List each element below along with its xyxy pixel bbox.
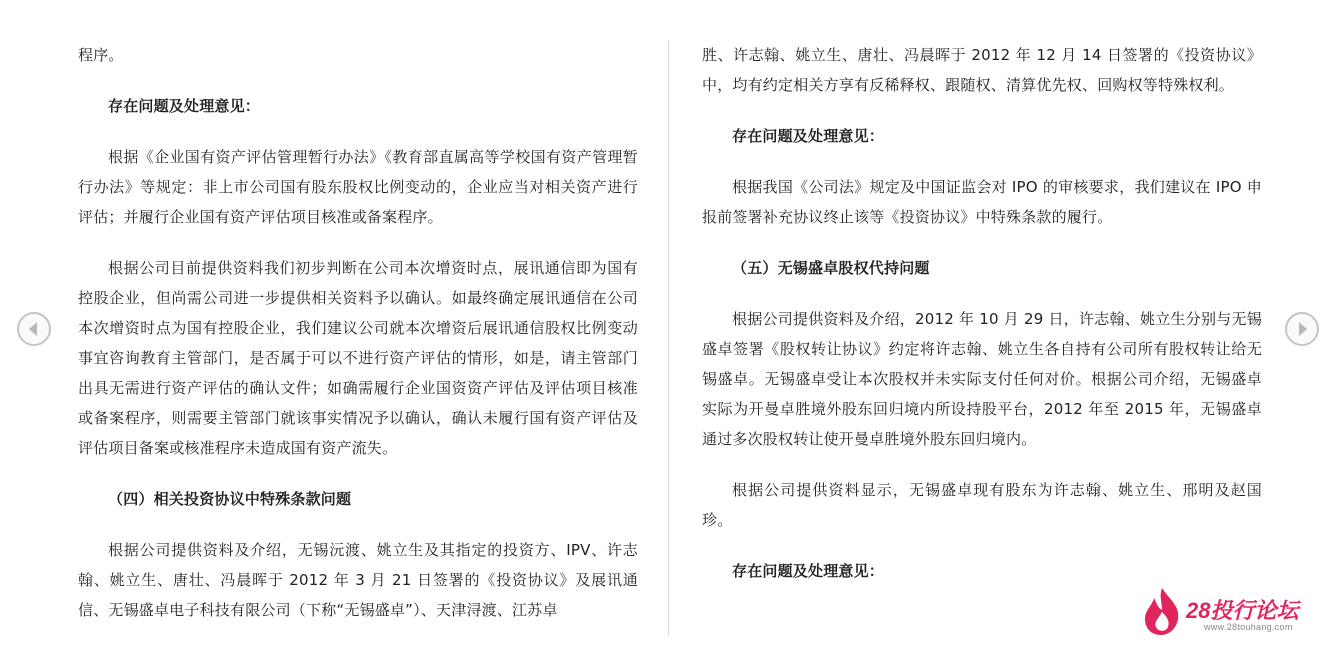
site-logo[interactable] <box>1140 586 1320 638</box>
next-page-button[interactable] <box>1285 312 1319 346</box>
prev-page-button[interactable] <box>17 312 51 346</box>
paragraph: 根据《企业国有资产评估管理暂行办法》《教育部直属高等学校国有资产管理暂行办法》等规定：非上市公司国有股东股权比例变动的，企业应当对相关资产进行评估；并履行企业国有资产评估项目核准或备案程序。 <box>78 148 638 226</box>
paragraph: 根据公司目前提供资料我们初步判断在公司本次增资时点，展讯通信即为国有控股企业，但尚需公司进一步提供相关资料予以确认。如最终确定展讯通信在公司本次增资时点为国有控股企业，我们建议公司就本次增资后展讯通信股权比例变动事宜咨询教育主管部门，是否属于可以不进行资产评估的情形，如是，请主管部门出具无需进行资产评估的确认文件；如确需履行企业国资资产评估及评估项目核准或备案程序，则需要主管部门就该事实情况予以确认，确认未履行国有资产评估及评估项目备案或核准程序未造成国有资产流失。 <box>78 259 638 457</box>
paragraph: 程序。 <box>78 46 124 64</box>
paragraph: 根据公司提供资料显示，无锡盛卓现有股东为许志翰、姚立生、邢明及赵国珍。 <box>702 481 1262 529</box>
section-heading: 存在问题及处理意见： <box>732 127 885 145</box>
page-divider <box>668 40 669 636</box>
right-page <box>702 40 1262 607</box>
section-heading: 存在问题及处理意见： <box>108 97 261 115</box>
logo-url: www.28touhang.com <box>1204 622 1293 632</box>
section-heading: 存在问题及处理意见： <box>732 562 885 580</box>
logo-brand: 28投行论坛 <box>1186 598 1299 623</box>
paragraph: 根据我国《公司法》规定及中国证监会对 IPO 的审核要求，我们建议在 IPO 申报前签署补充协议终止该等《投资协议》中特殊条款的履行。 <box>702 178 1262 226</box>
chevron-left-icon <box>19 314 49 344</box>
chevron-right-icon <box>1287 314 1317 344</box>
paragraph: 根据公司提供资料及介绍，无锡沅渡、姚立生及其指定的投资方、IPV、许志翰、姚立生、唐壮、冯晨晖于 2012 年 3 月 21 日签署的《投资协议》及展讯通信、无锡盛卓电子科技有限公司（下称“无锡盛卓”）、天津浔渡、江苏卓 <box>78 541 638 619</box>
paragraph: 胜、许志翰、姚立生、唐壮、冯晨晖于 2012 年 12 月 14 日签署的《投资协议》中，均有约定相关方享有反稀释权、跟随权、清算优先权、回购权等特殊权利。 <box>702 46 1262 94</box>
section-heading: （五）无锡盛卓股权代持问题 <box>732 259 930 277</box>
section-heading: （四）相关投资协议中特殊条款问题 <box>108 490 352 508</box>
paragraph: 根据公司提供资料及介绍，2012 年 10 月 29 日，许志翰、姚立生分别与无锡盛卓签署《股权转让协议》约定将许志翰、姚立生各自持有公司所有股权转让给无锡盛卓。无锡盛卓受让本次股权并未实际支付任何对价。根据公司介绍，无锡盛卓实际为开曼卓胜境外股东回归境内所设持股平台，2012 年至 2015 年，无锡盛卓通过多次股权转让使开曼卓胜境外股东回归境内。 <box>702 310 1262 448</box>
flame-icon <box>1140 586 1184 636</box>
left-page <box>78 40 638 646</box>
